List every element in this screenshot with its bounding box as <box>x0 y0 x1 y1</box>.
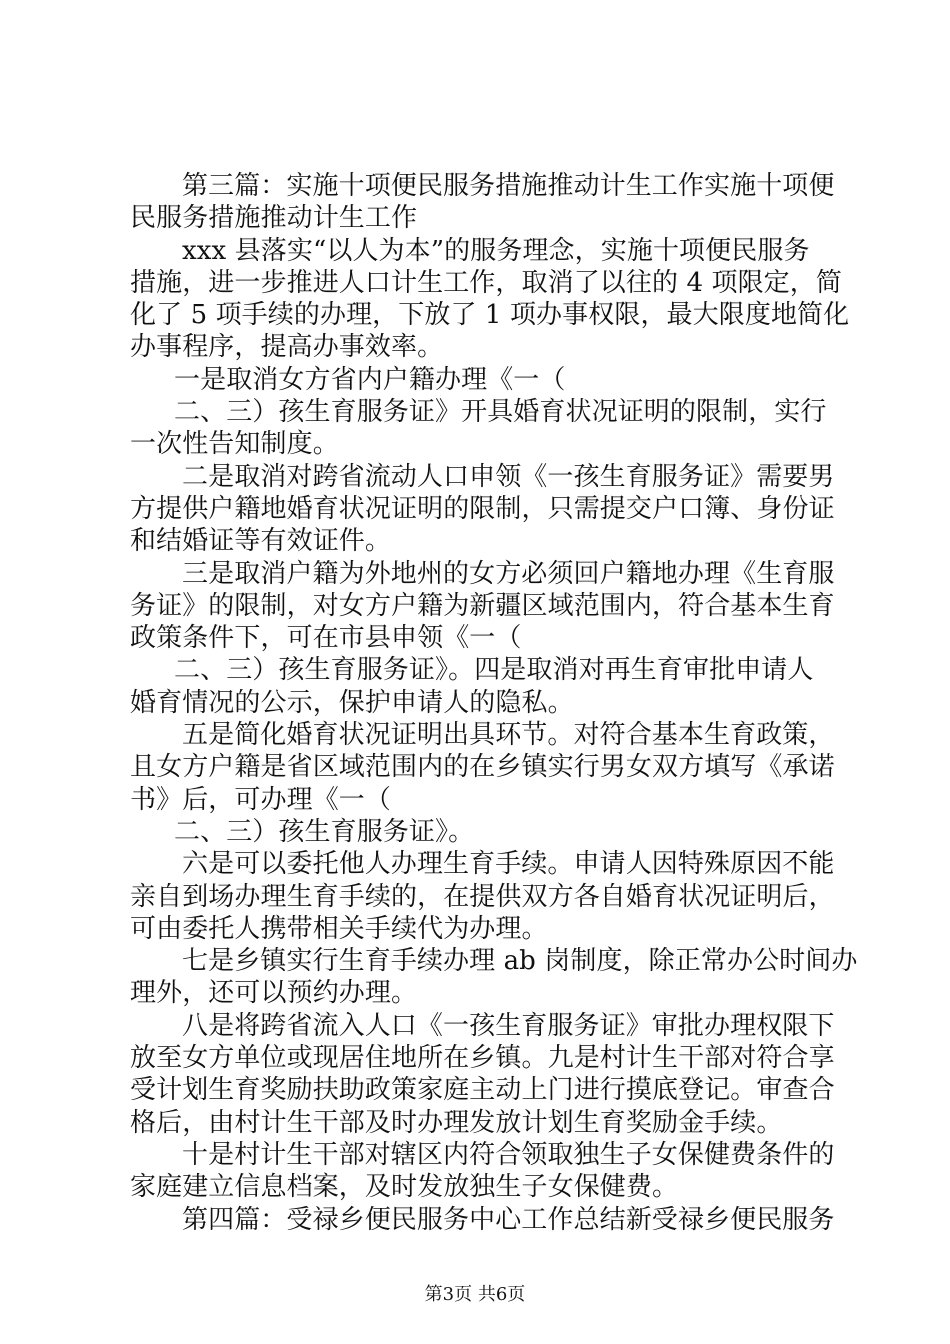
text-line: 亲自到场办理生育手续的，在提供双方各自婚育状况证明后， <box>130 881 835 912</box>
text-line: 格后，由村计生干部及时办理发放计划生育奖励金手续。 <box>130 1107 783 1138</box>
text-line: 婚育情况的公示，保护申请人的隐私。 <box>130 687 574 718</box>
text-line: 一次性告知制度。 <box>130 429 339 460</box>
page-number-footer: 第3页 共6页 <box>424 1284 526 1305</box>
text-line: 办事程序，提高办事效率。 <box>130 332 444 363</box>
text-line: 三是取消户籍为外地州的女方必须回户籍地办理《生育服 <box>182 558 835 589</box>
text-line: 化了 5 项手续的办理，下放了 1 项办事权限，最大限度地简化 <box>130 300 850 331</box>
text-line: 二是取消对跨省流动人口申领《一孩生育服务证》需要男 <box>182 461 835 492</box>
text-line: 一是取消女方省内户籍办理《一（ <box>174 364 566 395</box>
text-line: 二、三）孩生育服务证》。 <box>174 816 475 847</box>
text-line: 理外，还可以预约办理。 <box>130 978 418 1009</box>
text-line: 七是乡镇实行生育手续办理 ab 岗制度，除正常办公时间办 <box>182 946 858 977</box>
text-line: 务证》的限制，对女方户籍为新疆区域范围内，符合基本生育 <box>130 590 835 621</box>
text-line: 措施，进一步推进人口计生工作，取消了以往的 4 项限定，简 <box>130 267 842 298</box>
text-line: 书》后，可办理《一（ <box>130 784 392 815</box>
text-line: 政策条件下，可在市县申领《一（ <box>130 623 522 654</box>
text-line: 民服务措施推动计生工作 <box>130 203 418 234</box>
text-line: 六是可以委托他人办理生育手续。申请人因特殊原因不能 <box>182 849 835 880</box>
text-line: 受计划生育奖励扶助政策家庭主动上门进行摸底登记。审查合 <box>130 1075 835 1106</box>
text-line: 和结婚证等有效证件。 <box>130 526 392 557</box>
text-line: 二、三）孩生育服务证》开具婚育状况证明的限制，实行 <box>174 397 827 428</box>
text-line: 八是将跨省流入人口《一孩生育服务证》审批办理权限下 <box>182 1010 835 1041</box>
text-line: 可由委托人携带相关手续代为办理。 <box>130 913 548 944</box>
text-line: xxx 县落实“以人为本”的服务理念，实施十项便民服务 <box>182 235 810 266</box>
document-body <box>130 170 858 1236</box>
text-line: 第四篇：受禄乡便民服务中心工作总结新受禄乡便民服务 <box>182 1204 835 1235</box>
text-line: 二、三）孩生育服务证》。四是取消对再生育审批申请人 <box>174 655 814 686</box>
text-line: 且女方户籍是省区域范围内的在乡镇实行男女双方填写《承诺 <box>130 752 835 783</box>
text-line: 方提供户籍地婚育状况证明的限制，只需提交户口簿、身份证 <box>130 493 835 524</box>
text-line: 十是村计生干部对辖区内符合领取独生子女保健费条件的 <box>182 1139 835 1170</box>
text-line: 放至女方单位或现居住地所在乡镇。九是村计生干部对符合享 <box>130 1043 835 1074</box>
text-line: 五是简化婚育状况证明出具环节。对符合基本生育政策， <box>182 720 835 751</box>
text-line: 第三篇：实施十项便民服务措施推动计生工作实施十项便 <box>182 171 835 201</box>
text-line: 家庭建立信息档案，及时发放独生子女保健费。 <box>130 1172 679 1203</box>
